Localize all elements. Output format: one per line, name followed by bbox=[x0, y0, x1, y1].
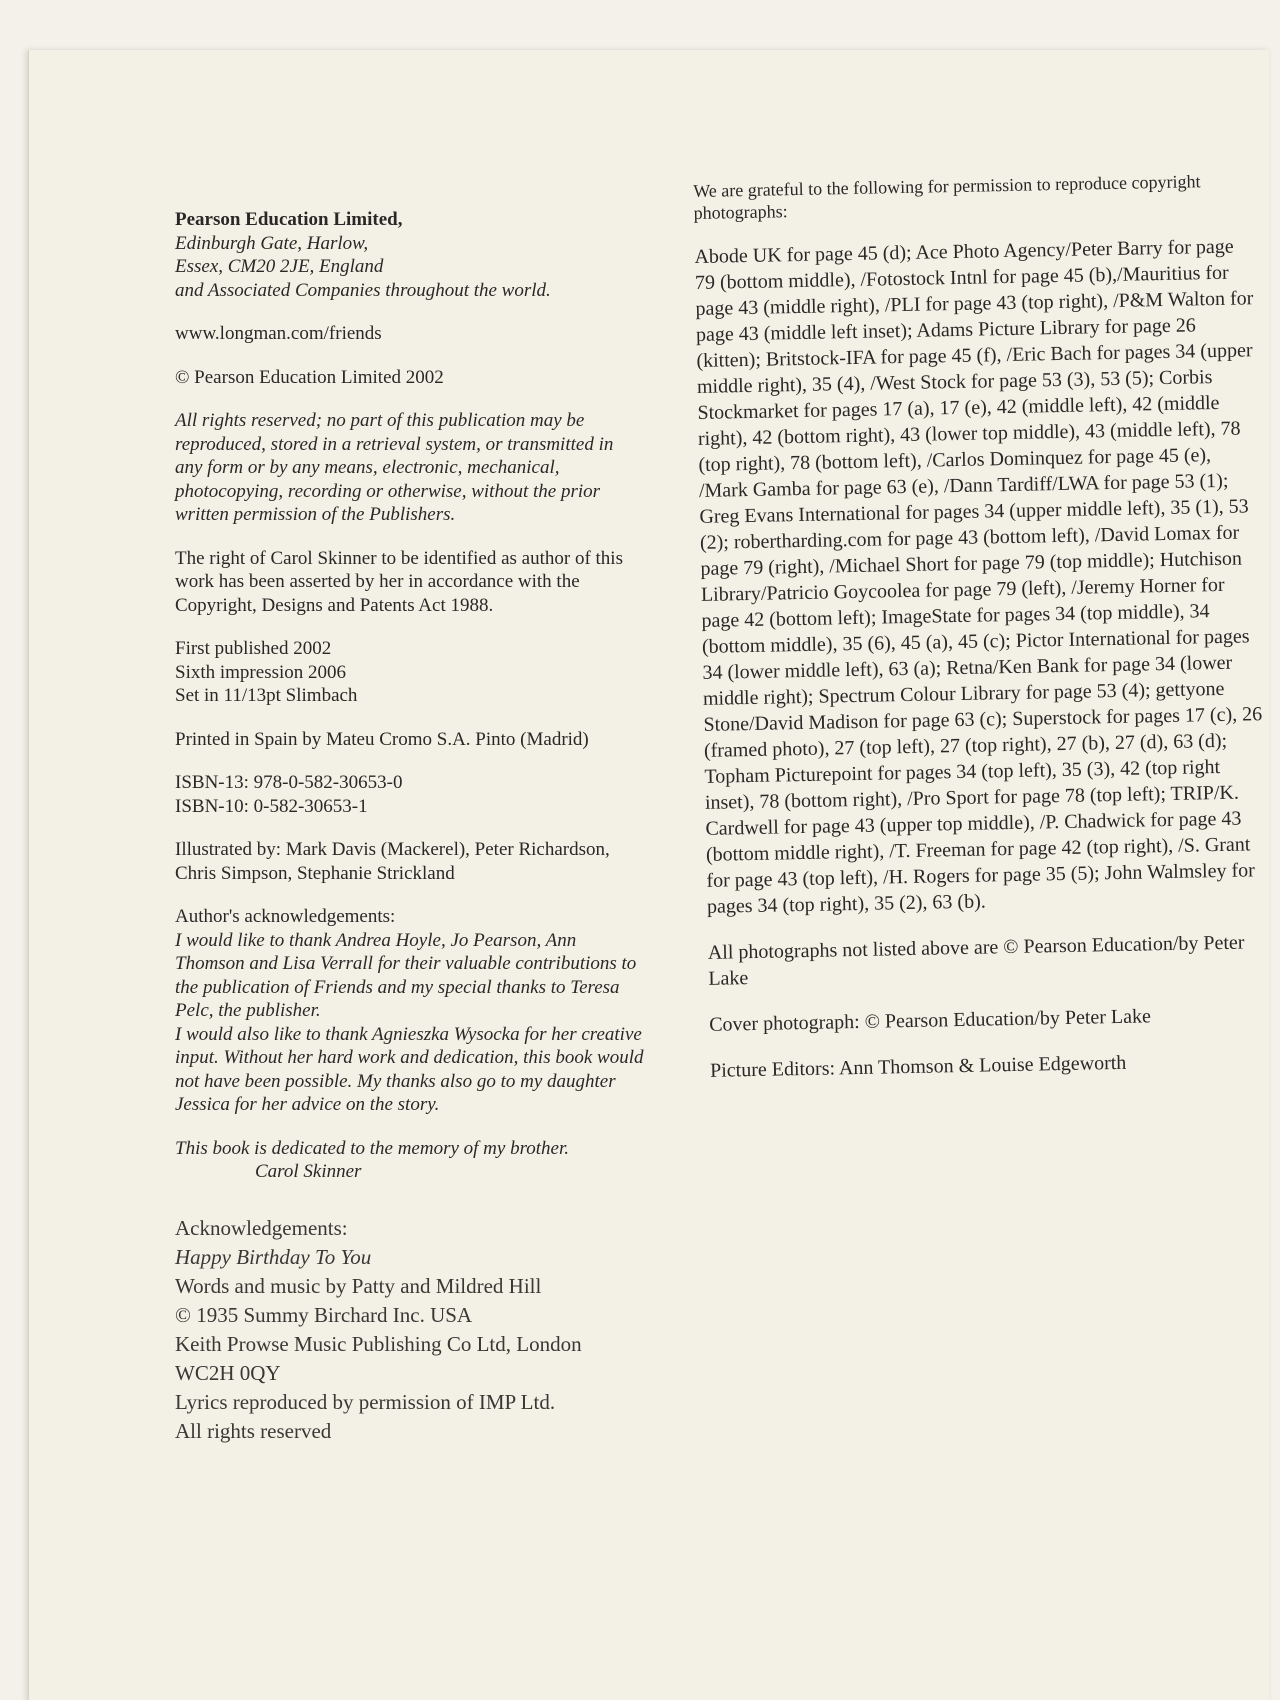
ack-line: © 1935 Summy Birchard Inc. USA bbox=[175, 1302, 473, 1327]
ack-line: All rights reserved bbox=[175, 1418, 332, 1443]
book-page bbox=[28, 50, 1269, 1700]
right-column bbox=[693, 169, 1270, 1084]
grateful-intro: We are grateful to the following for permission to reproduce copyright photographs: bbox=[693, 171, 1201, 223]
ack-line: Lyrics reproduced by permission of IMP Ltd. bbox=[175, 1389, 556, 1414]
author-ack-text: I would also like to thank Agnieszka Wysocka for her creative input. Without her hard work and dedication, this book would not have been possible. My thanks also go to my daughter Jessica for her advice on the story. bbox=[175, 1023, 644, 1115]
isbn-line: ISBN-13: 978-0-582-30653-0 bbox=[175, 772, 403, 793]
copyright-notice: © Pearson Education Limited 2002 bbox=[175, 366, 444, 388]
left-column bbox=[175, 208, 645, 1446]
dedication: This book is dedicated to the memory of my brother. bbox=[175, 1137, 570, 1159]
publication-line: First published 2002 bbox=[175, 638, 332, 659]
printed-by: Printed in Spain by Mateu Cromo S.A. Pinto (Madrid) bbox=[175, 728, 589, 750]
photo-credits: Abode UK for page 45 (d); Ace Photo Agency/Peter Barry for page 79 (bottom middle), /Fotostock Intnl for page 45 (b),/Mauritius for page 43 (middle right), /PLI for page 43 (top right), /P&M Walton for page 43 (middle left inset); Adams Picture Library for page 26 (kitten); Britstock-IFA for page 45 (f), /Eric Bach for pages 34 (upper middle right), 35 (4), /West Stock for page 53 (3), 53 (5); Corbis Stockmarket for pages 17 (a), 17 (e), 42 (middle left), 42 (middle right), 42 (bottom right), 43 (lower top middle), 43 (middle left), 78 (top right), 78 (bottom left), /Carlos Dominquez for page 45 (e), /Mark Gamba for page 63 (e), /Dann Tardiff/LWA for page 53 (1); Greg Evans International for pages 34 (upper middle left), 35 (1), 53 (2); robertharding.com for page 43 (bottom left), /David Lomax for page 79 (right), /Michael Short for page 79 (top middle); Hutchison Library/Patricio Goycoolea for page 79 (left), /Jeremy Horner for page 42 (bottom left); ImageState for pages 34 (top middle), 34 (bottom middle), 35 (6), 45 (a), 45 (c); Pictor International for pages 34 (lower middle left), 63 (a); Retna/Ken Bank for page 34 (lower middle right); Spectrum Colour Library for page 53 (4); gettyone Stone/David Madison for page 63 (c); Superstock for pages 17 (c), 26 (framed photo), 27 (top left), 27 (top right), 27 (b), 27 (d), 63 (d); Topham Picturepoint for pages 34 (top left), 35 (3), 42 (top right inset), 78 (bottom right), /Pro Sport for page 78 (top left); TRIP/K. Cardwell for page 43 (upper top middle), /P. Chadwick for page 43 (bottom middle right), /T. Freeman for page 42 (top right), /S. Grant for page 43 (top left), /H. Rogers for page 35 (5); John Walmsley for pages 34 (top right), 35 (2), 63 (b). bbox=[694, 235, 1263, 918]
publication-line: Sixth impression 2006 bbox=[175, 661, 347, 683]
author-ack-heading: Author's acknowledgements: bbox=[175, 906, 396, 927]
ack-heading: Acknowledgements: bbox=[175, 1215, 348, 1240]
isbn-line: ISBN-10: 0-582-30653-1 bbox=[175, 795, 368, 817]
author-right: The right of Carol Skinner to be identified as author of this work has been asserted by her in accordance with the Copyright, Designs and Patents Act 1988. bbox=[175, 547, 623, 616]
picture-editors: Picture Editors: Ann Thomson & Louise Edgeworth bbox=[709, 1051, 1127, 1082]
cover-photograph: Cover photograph: © Pearson Education/by Peter Lake bbox=[709, 1005, 1152, 1036]
address-line: Essex, CM20 2JE, England bbox=[175, 256, 384, 277]
photos-not-listed: All photographs not listed above are © Pearson Education/by Peter Lake bbox=[707, 931, 1245, 990]
ack-song-title: Happy Birthday To You bbox=[175, 1244, 372, 1269]
author-ack-text: I would like to thank Andrea Hoyle, Jo Pearson, Ann Thomson and Lisa Verrall for their valuable contributions to the publication of Friends and my special thanks to Teresa Pelc, the publisher. bbox=[175, 929, 637, 1021]
dedication-signature: Carol Skinner bbox=[255, 1161, 362, 1182]
ack-line: WC2H 0QY bbox=[175, 1360, 281, 1385]
ack-line: Words and music by Patty and Mildred Hill bbox=[175, 1273, 542, 1298]
acknowledgements bbox=[175, 1214, 645, 1446]
address-line: Edinburgh Gate, Harlow, bbox=[175, 232, 369, 254]
publisher-name: Pearson Education Limited, bbox=[175, 209, 403, 230]
illustrated-by: Illustrated by: Mark Davis (Mackerel), Peter Richardson, Chris Simpson, Stephanie Strickland bbox=[175, 839, 610, 884]
rights-reserved: All rights reserved; no part of this publication may be reproduced, stored in a retrieval system, or transmitted in any form or by any means, electronic, mechanical, photocopying, recording or otherwise, without the prior written permission of the Publishers. bbox=[175, 410, 614, 525]
ack-line: Keith Prowse Music Publishing Co Ltd, London bbox=[175, 1331, 582, 1356]
address-line: and Associated Companies throughout the world. bbox=[175, 279, 551, 301]
publication-line: Set in 11/13pt Slimbach bbox=[175, 685, 358, 706]
website: www.longman.com/friends bbox=[175, 323, 382, 344]
